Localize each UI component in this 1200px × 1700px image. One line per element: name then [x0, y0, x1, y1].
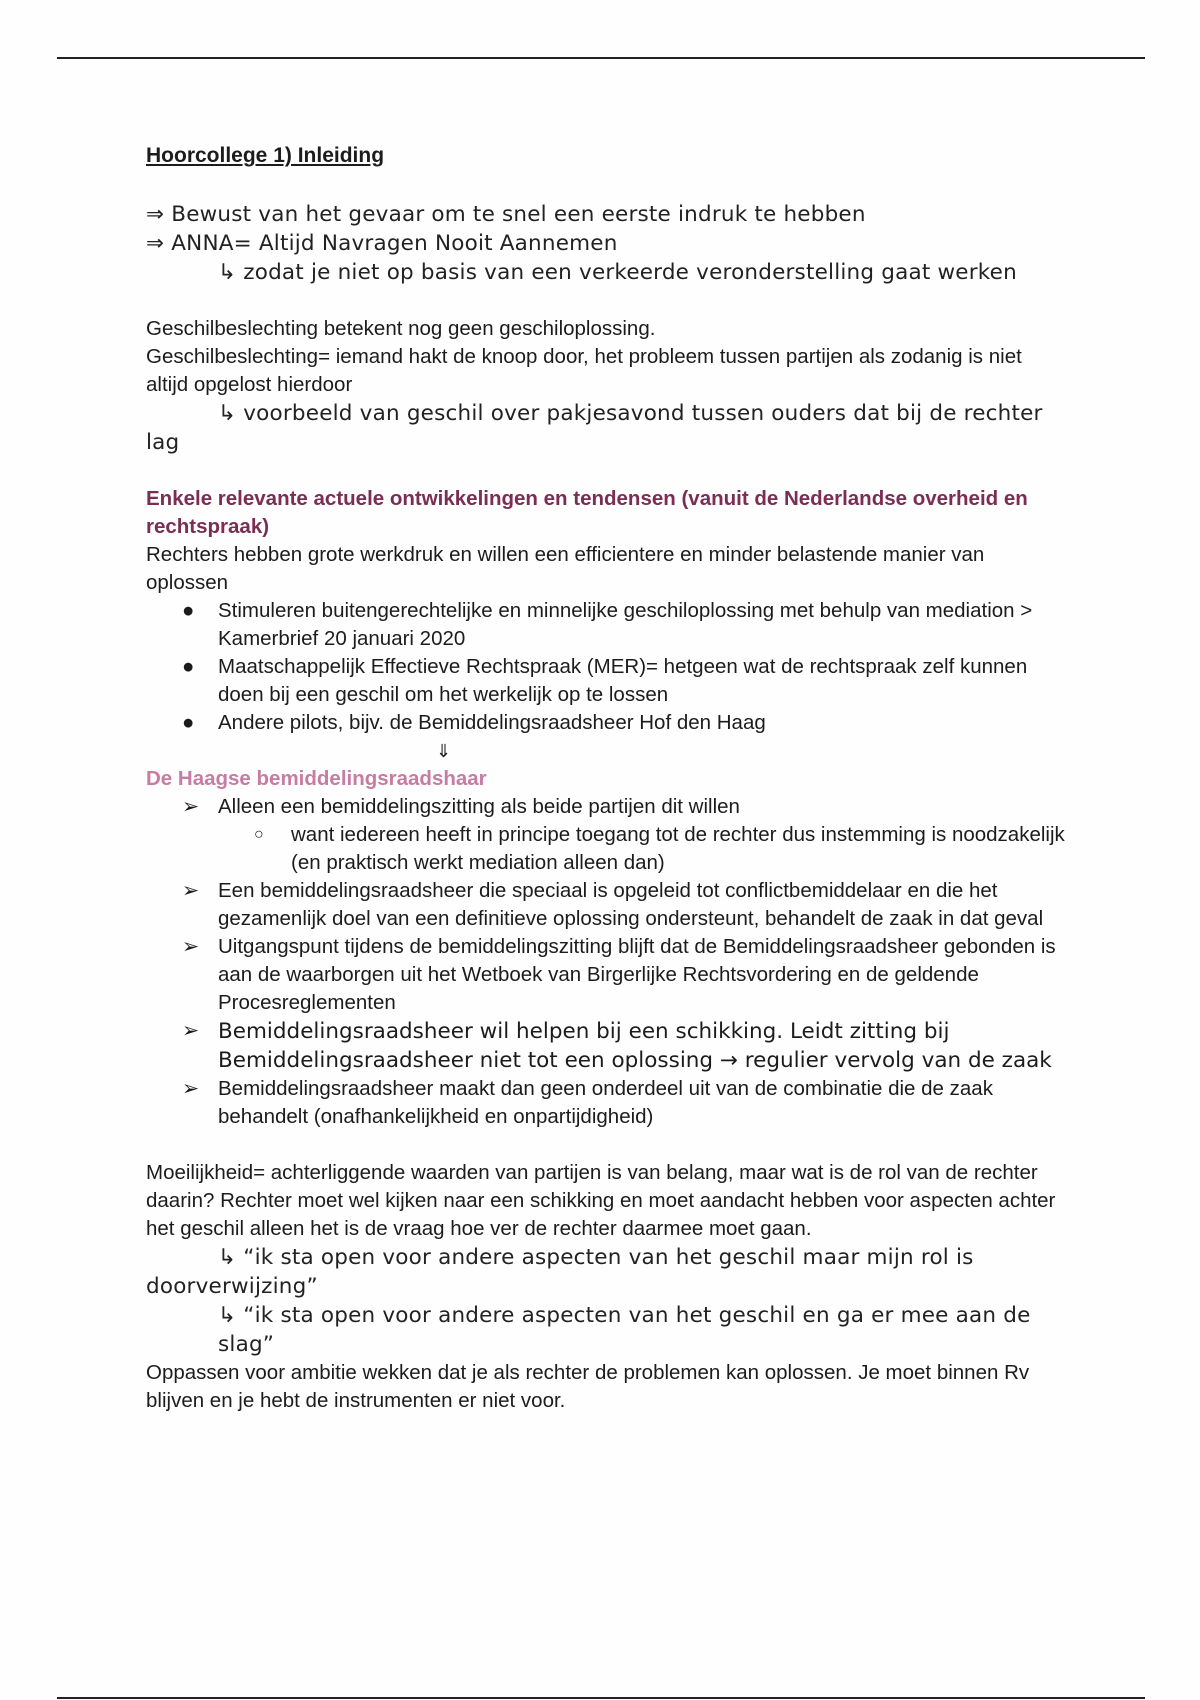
- arrow-bullet-icon: ➢: [182, 879, 200, 902]
- paragraph: Moeilijkheid= achterliggende waarden van partijen is van belang, maar wat is de rol van de rechter daarin? Rechter moet wel kijken naar een schikking en moet aandacht hebben voor aspecten achter het geschil alleen het is de vraag hoe ver de rechter daarmee moet gaan.: [146, 1161, 1056, 1240]
- list-item: ➢ Alleen een bemiddelingszitting als beide partijen dit willen: [146, 793, 1066, 821]
- circle-bullet-icon: ○: [254, 826, 264, 843]
- arrow-bullet-icon: ➢: [182, 1077, 200, 1100]
- bullet-icon: ●: [182, 655, 195, 678]
- list-item: ● Maatschappelijk Effectieve Rechtspraak (MER)= hetgeen wat de rechtspraak zelf kunnen doen bij een geschil om het werkelijk op te lossen: [182, 655, 1028, 706]
- list-item: ➢ Bemiddelingsraadsheer maakt dan geen onderdeel uit van de combinatie die de zaak behandelt (onafhankelijkheid en onpartijdigheid): [182, 1077, 993, 1128]
- list-item: ● Stimuleren buitengerechtelijke en minnelijke geschiloplossing met behulp van mediation > Kamerbrief 20 januari 2020: [182, 599, 1033, 650]
- list-item: ➢ Bemiddelingsraadsheer wil helpen bij een schikking. Leidt zitting bij Bemiddelingsraadsheer niet tot een oplossing → regulier vervolg van de zaak: [182, 1019, 1052, 1073]
- paragraph: Geschilbeslechting= iemand hakt de knoop door, het probleem tussen partijen als zodanig is niet altijd opgelost hierdoor: [146, 345, 1022, 396]
- quote: ↳ “ik sta open voor andere aspecten van het geschil en ga er mee aan de slag”: [218, 1303, 1031, 1357]
- paragraph: Oppassen voor ambitie wekken dat je als rechter de problemen kan oplossen. Je moet binnen Rv blijven en je hebt de instrumenten er niet voor.: [146, 1361, 1030, 1412]
- list-item: ➢ Een bemiddelingsraadsheer die speciaal is opgeleid tot conflictbemiddelaar en die het gezamenlijk doel van een definitieve oplossing ondersteunt, behandelt de zaak in dat geval: [182, 879, 1044, 930]
- section-heading: De Haagse bemiddelingsraadshaar: [146, 767, 487, 790]
- intro-line: ⇒ Bewust van het gevaar om te snel een eerste indruk te hebben: [146, 202, 866, 227]
- arrow-bullet-icon: ➢: [182, 1019, 200, 1042]
- section-heading: Enkele relevante actuele ontwikkelingen en tendensen (vanuit de Nederlandse overheid en rechtspraak): [146, 487, 1028, 538]
- list-item: ➢ Uitgangspunt tijdens de bemiddelingszitting blijft dat de Bemiddelingsraadsheer gebonden is aan de waarborgen uit het Wetboek van Birgerlijke Rechtsvordering en de geldende Procesreglementen: [182, 935, 1056, 1014]
- document-body: [146, 142, 1066, 1415]
- header-rule: [57, 57, 1145, 59]
- list-item: ● Andere pilots, bijv. de Bemiddelingsraadsheer Hof den Haag: [146, 709, 1066, 737]
- arrow-bullet-icon: ➢: [182, 795, 200, 818]
- example-sub: ↳ voorbeeld van geschil over pakjesavond tussen ouders dat bij de rechter lag: [146, 401, 1043, 455]
- intro-line: ⇒ ANNA= Altijd Navragen Nooit Aannemen: [146, 231, 618, 256]
- arrow-bullet-icon: ➢: [182, 935, 200, 958]
- page-title: Hoorcollege 1) Inleiding: [146, 144, 385, 167]
- quote: ↳ “ik sta open voor andere aspecten van het geschil maar mijn rol is doorverwijzing”: [146, 1245, 974, 1299]
- arrow-list: [146, 793, 1066, 1131]
- down-arrow-icon: ⇓: [436, 741, 452, 761]
- intro-sub: ↳ zodat je niet op basis van een verkeerde veronderstelling gaat werken: [218, 260, 1017, 285]
- bullet-icon: ●: [182, 711, 195, 734]
- paragraph: Rechters hebben grote werkdruk en willen een efficientere en minder belastende manier van oplossen: [146, 543, 985, 594]
- footer-rule: [57, 1697, 1145, 1699]
- bullet-icon: ●: [182, 599, 195, 622]
- list-item: ○ want iedereen heeft in principe toegang tot de rechter dus instemming is noodzakelijk (en praktisch werkt mediation alleen dan): [254, 823, 1065, 874]
- bullet-list: [146, 597, 1066, 737]
- paragraph: Geschilbeslechting betekent nog geen geschiloplossing.: [146, 317, 656, 340]
